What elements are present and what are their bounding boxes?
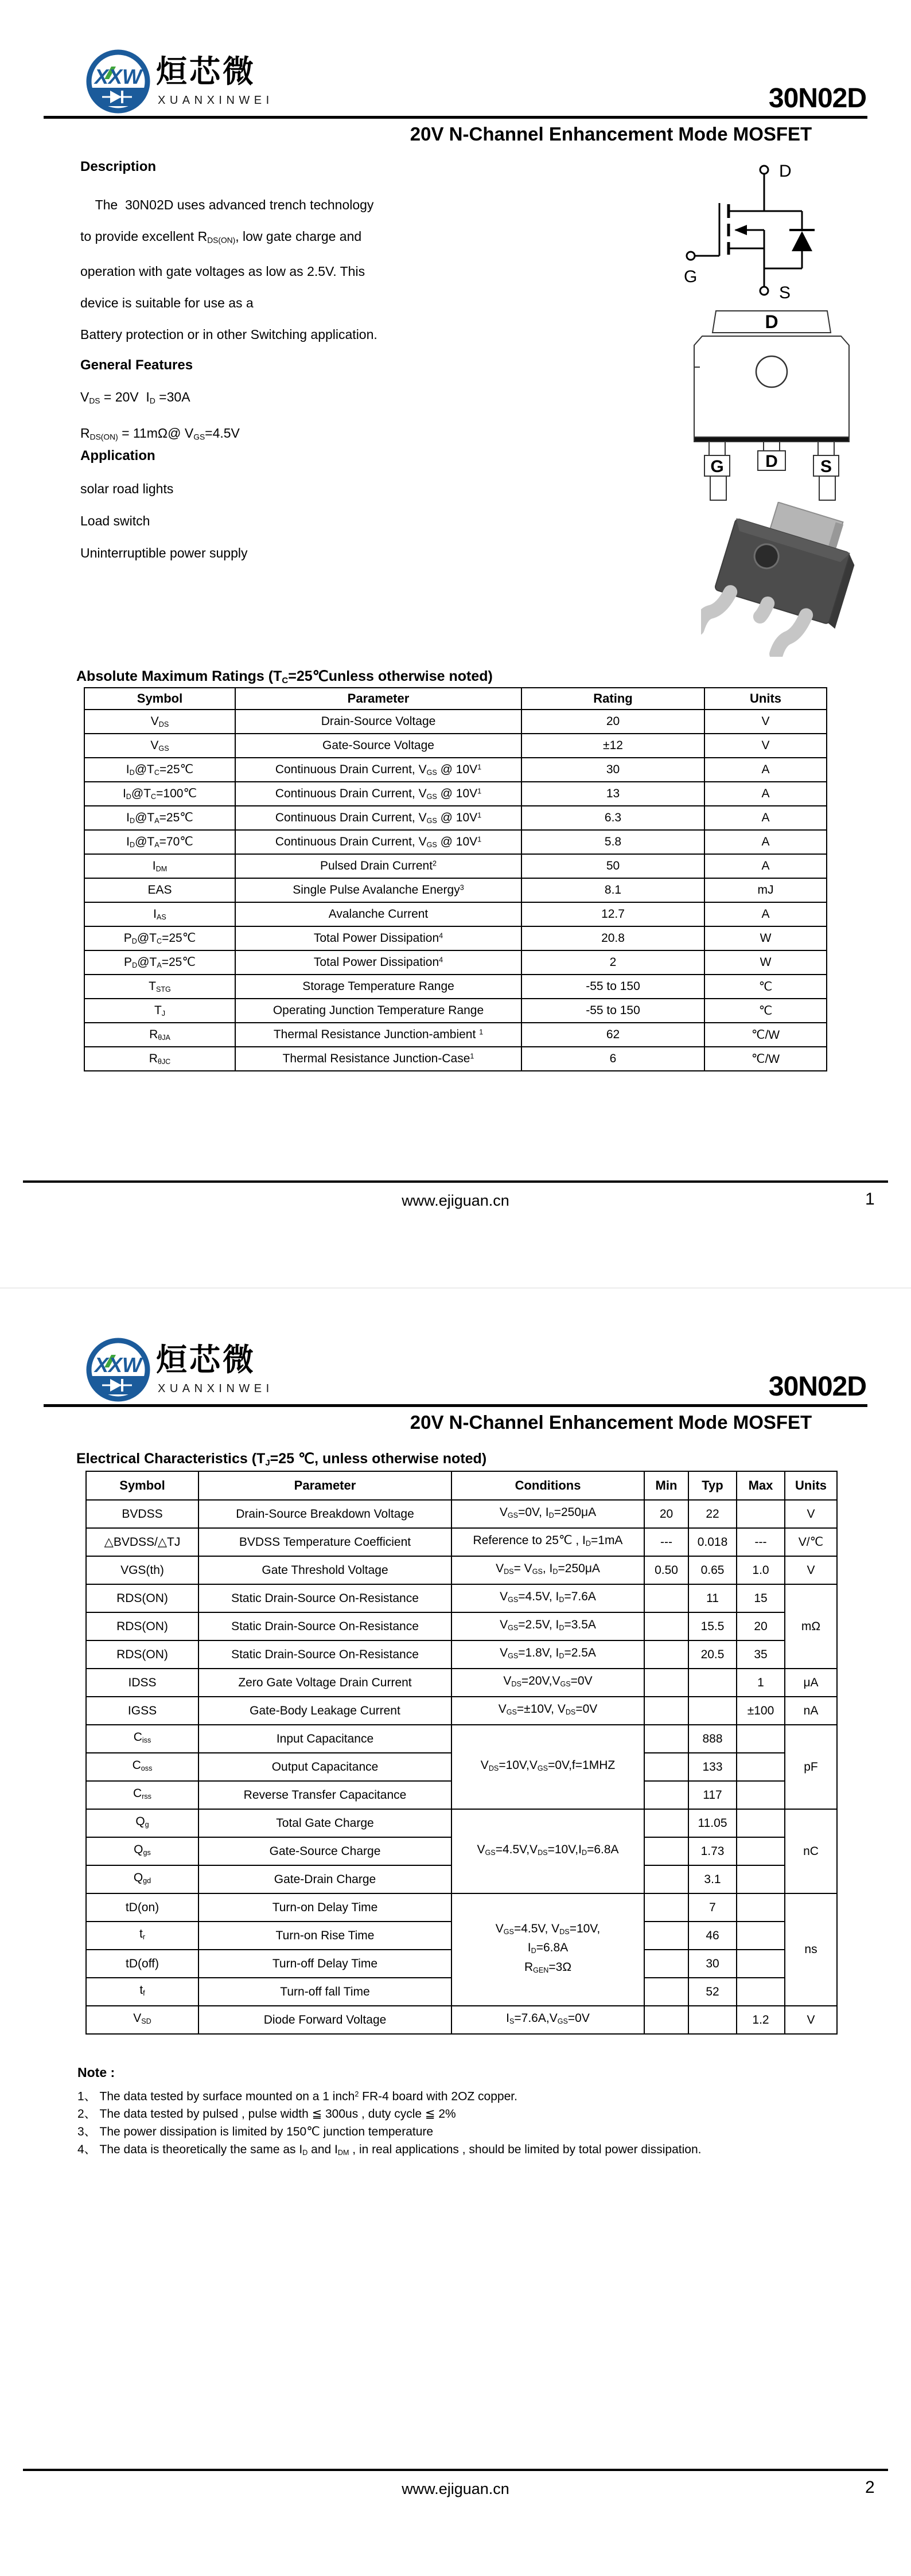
table-cell: $V_{DS}=20V,V_{GS}=0V$	[451, 1669, 644, 1697]
table-cell: Turn-off Delay Time	[198, 1950, 451, 1978]
table-cell: 22	[688, 1500, 737, 1528]
table-cell: $P_D@T_A=25℃$	[84, 950, 235, 975]
table-cell: 20	[644, 1500, 688, 1528]
table-cell	[644, 1753, 688, 1781]
table-row	[84, 782, 827, 806]
logo-monogram: XXW	[94, 1353, 142, 1377]
table-cell	[644, 1950, 688, 1978]
table-cell: V	[785, 1556, 837, 1584]
table-cell: Zero Gate Voltage Drain Current	[198, 1669, 451, 1697]
table-cell: $I_D@T_A=25℃$	[84, 806, 235, 830]
table-cell: Single Pulse Avalanche Energy$^3$	[235, 878, 521, 902]
table-cell: V	[704, 734, 827, 758]
table-cell: $V_{GS}=2.5V$, $I_D=3.5A$	[451, 1612, 644, 1640]
table-cell	[644, 1922, 688, 1950]
brand-name-latin: XUANXINWEI	[158, 1382, 274, 1395]
table-cell	[737, 1837, 785, 1865]
column-header: Rating	[521, 688, 704, 710]
table-cell: Drain-Source Voltage	[235, 710, 521, 734]
table-cell: W	[704, 926, 827, 950]
table-cell: Total Power Dissipation$^4$	[235, 950, 521, 975]
table-row	[86, 1669, 837, 1697]
table-cell: Static Drain-Source On-Resistance	[198, 1584, 451, 1612]
table-cell: 12.7	[521, 902, 704, 926]
table-cell: A	[704, 854, 827, 878]
table-cell: 11	[688, 1584, 737, 1612]
table-cell: IDSS	[86, 1669, 198, 1697]
table-cell: $Q_g$	[86, 1809, 198, 1837]
table-cell: 5.8	[521, 830, 704, 854]
note-item: 1、 The data tested by surface mounted on a 1 inch$^2$ FR-4 board with 2OZ copper.	[77, 2090, 517, 2103]
table-cell: $C_{rss}$	[86, 1781, 198, 1809]
table-row	[84, 830, 827, 854]
table-cell: 52	[688, 1978, 737, 2006]
table-cell: 133	[688, 1753, 737, 1781]
table-row	[86, 1556, 837, 1584]
table-cell	[737, 1725, 785, 1753]
table-cell: 7	[688, 1893, 737, 1922]
table-cell	[644, 1697, 688, 1725]
table-cell: mJ	[704, 878, 827, 902]
table-cell: 1.73	[688, 1837, 737, 1865]
application-heading: Application	[80, 448, 155, 463]
table-cell: nC	[785, 1809, 837, 1893]
table-cell: $R_{\theta JC}$	[84, 1047, 235, 1071]
table-cell: 20	[521, 710, 704, 734]
table-cell: Thermal Resistance Junction-Case$^1$	[235, 1047, 521, 1071]
table-row	[84, 806, 827, 830]
feature-line: $R_{DS(ON)}$ = 11mΩ@ $V_{GS}=4.5V$	[80, 426, 240, 442]
table-cell: V	[785, 1500, 837, 1528]
table-cell: 6.3	[521, 806, 704, 830]
table-cell: $T_{STG}$	[84, 975, 235, 999]
table-row	[84, 926, 827, 950]
table-row	[84, 1023, 827, 1047]
column-header: Max	[737, 1471, 785, 1500]
table-cell: 888	[688, 1725, 737, 1753]
table-cell: 0.65	[688, 1556, 737, 1584]
table-cell: V	[785, 2006, 837, 2034]
table-cell: tD(off)	[86, 1950, 198, 1978]
table-cell	[737, 1865, 785, 1893]
description-line: device is suitable for use as a	[80, 295, 254, 311]
footer-rule	[23, 2469, 888, 2471]
table-row	[84, 975, 827, 999]
table-cell: Avalanche Current	[235, 902, 521, 926]
package-tab-label: D	[765, 311, 778, 332]
table-cell: $V_{DS}=10V,V_{GS}=0V,f=1MHZ$	[451, 1725, 644, 1809]
electrical-characteristics-title: Electrical Characteristics ($T_J=25$ ℃, unless otherwise noted)	[76, 1451, 487, 1468]
table-cell: 1.2	[737, 2006, 785, 2034]
table-cell: $R_{\theta JA}$	[84, 1023, 235, 1047]
table-header-row	[84, 688, 827, 710]
table-cell: μA	[785, 1669, 837, 1697]
table-cell: 35	[737, 1640, 785, 1669]
package-pin-g-label: G	[710, 457, 724, 476]
table-cell: $C_{iss}$	[86, 1725, 198, 1753]
table-cell: 20.5	[688, 1640, 737, 1669]
table-cell	[737, 1500, 785, 1528]
table-cell: Thermal Resistance Junction-ambient $^1$	[235, 1023, 521, 1047]
table-cell: $V_{GS}=4.5V$, $I_D=7.6A$	[451, 1584, 644, 1612]
table-cell: 13	[521, 782, 704, 806]
table-cell: $V_{SD}$	[86, 2006, 198, 2034]
table-cell: RDS(ON)	[86, 1584, 198, 1612]
table-cell	[737, 1809, 785, 1837]
logo-monogram: XXW	[94, 65, 142, 88]
notes-list	[77, 2086, 701, 2162]
description-line: to provide excellent $R_{DS(ON)}$, low gate charge and	[80, 229, 362, 245]
abs-max-ratings-title: Absolute Maximum Ratings ($T_C=25℃unless$ otherwise noted)	[76, 668, 493, 685]
features-heading: General Features	[80, 357, 193, 373]
table-cell: Static Drain-Source On-Resistance	[198, 1640, 451, 1669]
table-cell: $t_r$	[86, 1922, 198, 1950]
table-row	[84, 734, 827, 758]
table-cell: Turn-on Rise Time	[198, 1922, 451, 1950]
table-cell: Operating Junction Temperature Range	[235, 999, 521, 1023]
table-cell	[737, 1753, 785, 1781]
table-cell: -55 to 150	[521, 975, 704, 999]
table-cell	[644, 1837, 688, 1865]
table-cell	[644, 1809, 688, 1837]
table-cell: Storage Temperature Range	[235, 975, 521, 999]
table-row	[86, 1500, 837, 1528]
table-cell: Output Capacitance	[198, 1753, 451, 1781]
table-cell: A	[704, 782, 827, 806]
table-cell: ±100	[737, 1697, 785, 1725]
table-cell: $V_{GS}=\pm 10V$, $V_{DS}=0V$	[451, 1697, 644, 1725]
column-header: Parameter	[235, 688, 521, 710]
table-cell	[644, 1893, 688, 1922]
header-rule	[44, 1404, 867, 1407]
table-cell: Pulsed Drain Current$^2$	[235, 854, 521, 878]
table-cell: Turn-off fall Time	[198, 1978, 451, 2006]
table-cell	[644, 1978, 688, 2006]
table-cell: $V_{GS}=4.5V,V_{DS}=10V,I_D=6.8A$	[451, 1809, 644, 1893]
table-cell: Turn-on Delay Time	[198, 1893, 451, 1922]
table-cell	[644, 1640, 688, 1669]
column-header: Symbol	[84, 688, 235, 710]
footer-website-link[interactable]: www.ejiguan.cn	[402, 2480, 509, 2497]
table-cell: ℃/W	[704, 1047, 827, 1071]
table-cell: tD(on)	[86, 1893, 198, 1922]
table-cell: RDS(ON)	[86, 1640, 198, 1669]
table-cell: BVDSS Temperature Coefficient	[198, 1528, 451, 1556]
table-cell: ±12	[521, 734, 704, 758]
notes-heading: Note :	[77, 2065, 115, 2080]
table-cell: Reverse Transfer Capacitance	[198, 1781, 451, 1809]
table-cell	[688, 2006, 737, 2034]
table-cell: $V_{GS}$	[84, 734, 235, 758]
table-cell: 0.018	[688, 1528, 737, 1556]
body-diode	[792, 231, 812, 251]
table-cell: Total Power Dissipation$^4$	[235, 926, 521, 950]
table-cell: $I_D@T_C=25℃$	[84, 758, 235, 782]
page-title: 20V N-Channel Enhancement Mode MOSFET	[410, 1412, 812, 1433]
table-cell: nA	[785, 1697, 837, 1725]
table-cell: $V_{DS}= V_{GS}$, $I_D=250\mu A$	[451, 1556, 644, 1584]
table-cell: 3.1	[688, 1865, 737, 1893]
table-cell: ℃	[704, 975, 827, 999]
application-line: Uninterruptible power supply	[80, 545, 248, 560]
table-cell: 20	[737, 1612, 785, 1640]
table-cell: EAS	[84, 878, 235, 902]
table-cell	[644, 1612, 688, 1640]
table-cell: Gate-Source Charge	[198, 1837, 451, 1865]
table-cell: 117	[688, 1781, 737, 1809]
datasheet-page-2	[0, 1288, 911, 2576]
absolute-maximum-ratings-table	[84, 687, 827, 1071]
table-cell: Continuous Drain Current, $V_{GS}$ @ $10V^1$	[235, 806, 521, 830]
page-title: 20V N-Channel Enhancement Mode MOSFET	[410, 123, 812, 145]
table-cell: $V_{GS}=1.8V$, $I_D=2.5A$	[451, 1640, 644, 1669]
table-cell: 15	[737, 1584, 785, 1612]
table-cell: ns	[785, 1893, 837, 2006]
table-cell	[644, 1865, 688, 1893]
table-cell: △BVDSS/△TJ	[86, 1528, 198, 1556]
table-cell: 62	[521, 1023, 704, 1047]
table-cell	[644, 1725, 688, 1753]
table-cell	[737, 1922, 785, 1950]
table-cell	[644, 2006, 688, 2034]
footer-rule	[23, 1180, 888, 1183]
table-cell: A	[704, 758, 827, 782]
part-number: 30N02D	[768, 1371, 866, 1402]
table-cell: IGSS	[86, 1697, 198, 1725]
column-header: Parameter	[198, 1471, 451, 1500]
table-cell: pF	[785, 1725, 837, 1809]
description-line: Battery protection or in other Switching application.	[80, 327, 377, 342]
table-cell: 30	[521, 758, 704, 782]
table-cell: $I_D@T_C=100℃$	[84, 782, 235, 806]
table-cell: ---	[737, 1528, 785, 1556]
table-cell: ---	[644, 1528, 688, 1556]
table-cell: RDS(ON)	[86, 1612, 198, 1640]
table-cell: Gate-Body Leakage Current	[198, 1697, 451, 1725]
table-cell: 1.0	[737, 1556, 785, 1584]
table-cell: V	[704, 710, 827, 734]
package-pin-d-label: D	[765, 452, 778, 471]
table-cell: Continuous Drain Current, $V_{GS}$ @ $10V^1$	[235, 758, 521, 782]
description-heading: Description	[80, 159, 157, 174]
table-cell	[644, 1584, 688, 1612]
table-cell: $I_{AS}$	[84, 902, 235, 926]
part-number: 30N02D	[768, 83, 866, 114]
table-cell: 0.50	[644, 1556, 688, 1584]
feature-line: $V_{DS} = 20V$ $I_D =30A$	[80, 389, 190, 406]
column-header: Units	[785, 1471, 837, 1500]
table-cell: V/℃	[785, 1528, 837, 1556]
table-cell: 2	[521, 950, 704, 975]
application-list	[80, 473, 248, 569]
table-cell: ℃/W	[704, 1023, 827, 1047]
table-row	[86, 1640, 837, 1669]
table-row	[84, 999, 827, 1023]
column-header: Typ	[688, 1471, 737, 1500]
brand-name-chinese: 烜芯微	[156, 1343, 256, 1377]
note-item: 2、 The data tested by pulsed , pulse width ≦ 300us , duty cycle ≦ 2%	[77, 2107, 456, 2121]
table-cell: BVDSS	[86, 1500, 198, 1528]
table-cell	[688, 1697, 737, 1725]
table-cell: Static Drain-Source On-Resistance	[198, 1612, 451, 1640]
table-row	[86, 1612, 837, 1640]
table-row	[86, 1809, 837, 1837]
column-header: Symbol	[86, 1471, 198, 1500]
table-cell: Gate Threshold Voltage	[198, 1556, 451, 1584]
table-cell: A	[704, 806, 827, 830]
description-line: operation with gate voltages as low as 2.5V. This	[80, 264, 365, 279]
table-header-row	[86, 1471, 837, 1500]
mosfet-symbol-diagram	[677, 162, 849, 308]
column-header: Units	[704, 688, 827, 710]
table-cell: $t_f$	[86, 1978, 198, 2006]
table-cell	[737, 1978, 785, 2006]
drain-label: D	[779, 162, 792, 181]
note-item: 4、 The data is theoretically the same as $I_D$ and $I_{DM}$ , in real applications , should be limited by total power dissipation.	[77, 2143, 702, 2157]
table-cell: 15.5	[688, 1612, 737, 1640]
table-row	[86, 1697, 837, 1725]
table-row	[84, 878, 827, 902]
package-pin-s-label: S	[820, 457, 832, 476]
table-cell: Reference to 25℃ , $I_D=1mA$	[451, 1528, 644, 1556]
table-cell: Gate-Source Voltage	[235, 734, 521, 758]
table-cell	[688, 1669, 737, 1697]
features-list	[80, 381, 240, 454]
table-cell: $I_D@T_A=70℃$	[84, 830, 235, 854]
header-rule	[44, 116, 867, 119]
table-row	[86, 1893, 837, 1922]
table-cell: Input Capacitance	[198, 1725, 451, 1753]
table-cell	[737, 1950, 785, 1978]
table-row	[84, 950, 827, 975]
table-row	[84, 902, 827, 926]
table-cell: $V_{GS}=0V$, $I_D=250\mu A$	[451, 1500, 644, 1528]
package-photo	[701, 502, 865, 657]
table-row	[86, 1725, 837, 1753]
application-line: solar road lights	[80, 481, 174, 496]
description-line: The 30N02D uses advanced trench technology	[80, 197, 374, 212]
table-cell: Total Gate Charge	[198, 1809, 451, 1837]
table-cell: 11.05	[688, 1809, 737, 1837]
page-number: 1	[865, 1190, 875, 1209]
table-cell: 8.1	[521, 878, 704, 902]
table-cell: $V_{DS}$	[84, 710, 235, 734]
application-line: Load switch	[80, 513, 150, 528]
table-cell: 6	[521, 1047, 704, 1071]
table-cell: mΩ	[785, 1584, 837, 1669]
table-cell: $T_J$	[84, 999, 235, 1023]
table-cell: $Q_{gs}$	[86, 1837, 198, 1865]
table-cell: $I_S=7.6A,V_{GS}=0V$	[451, 2006, 644, 2034]
electrical-characteristics-table	[85, 1471, 838, 2035]
table-cell: Gate-Drain Charge	[198, 1865, 451, 1893]
mosfet-arrow	[734, 225, 747, 235]
table-row	[84, 1047, 827, 1071]
table-cell: Drain-Source Breakdown Voltage	[198, 1500, 451, 1528]
table-cell: 1	[737, 1669, 785, 1697]
table-cell: -55 to 150	[521, 999, 704, 1023]
table-cell: W	[704, 950, 827, 975]
table-cell: 46	[688, 1922, 737, 1950]
table-cell: Continuous Drain Current, $V_{GS}$ @ $10V^1$	[235, 830, 521, 854]
table-cell: 50	[521, 854, 704, 878]
table-cell: 30	[688, 1950, 737, 1978]
footer-website-link[interactable]: www.ejiguan.cn	[402, 1192, 509, 1209]
table-row	[84, 854, 827, 878]
table-cell	[644, 1669, 688, 1697]
table-cell: $P_D@T_C=25℃$	[84, 926, 235, 950]
table-cell: ℃	[704, 999, 827, 1023]
gate-label: G	[684, 267, 698, 286]
table-cell: Diode Forward Voltage	[198, 2006, 451, 2034]
table-cell: Continuous Drain Current, $V_{GS}$ @ $10V^1$	[235, 782, 521, 806]
source-label: S	[779, 283, 791, 302]
table-cell: $C_{oss}$	[86, 1753, 198, 1781]
table-row	[86, 1584, 837, 1612]
column-header: Min	[644, 1471, 688, 1500]
table-row	[84, 758, 827, 782]
package-outline-diagram	[683, 310, 861, 502]
brand-name-chinese: 烜芯微	[156, 54, 256, 89]
table-cell: $Q_{gd}$	[86, 1865, 198, 1893]
table-cell: VGS(th)	[86, 1556, 198, 1584]
page-number: 2	[865, 2478, 875, 2497]
table-cell	[644, 1781, 688, 1809]
brand-name-latin: XUANXINWEI	[158, 94, 274, 107]
note-item: 3、 The power dissipation is limited by 150℃ junction temperature	[77, 2125, 434, 2139]
table-cell: A	[704, 830, 827, 854]
table-cell: 20.8	[521, 926, 704, 950]
column-header: Conditions	[451, 1471, 644, 1500]
table-cell	[737, 1781, 785, 1809]
table-cell: A	[704, 902, 827, 926]
table-row	[84, 710, 827, 734]
table-cell: $V_{GS}=4.5V$, $V_{DS}=10V$, $I_D=6.8A$ $R_{GEN}=3\Omega$	[451, 1893, 644, 2006]
description-paragraph	[80, 189, 377, 350]
table-cell	[737, 1893, 785, 1922]
table-row	[86, 2006, 837, 2034]
table-cell: $I_{DM}$	[84, 854, 235, 878]
table-row	[86, 1528, 837, 1556]
